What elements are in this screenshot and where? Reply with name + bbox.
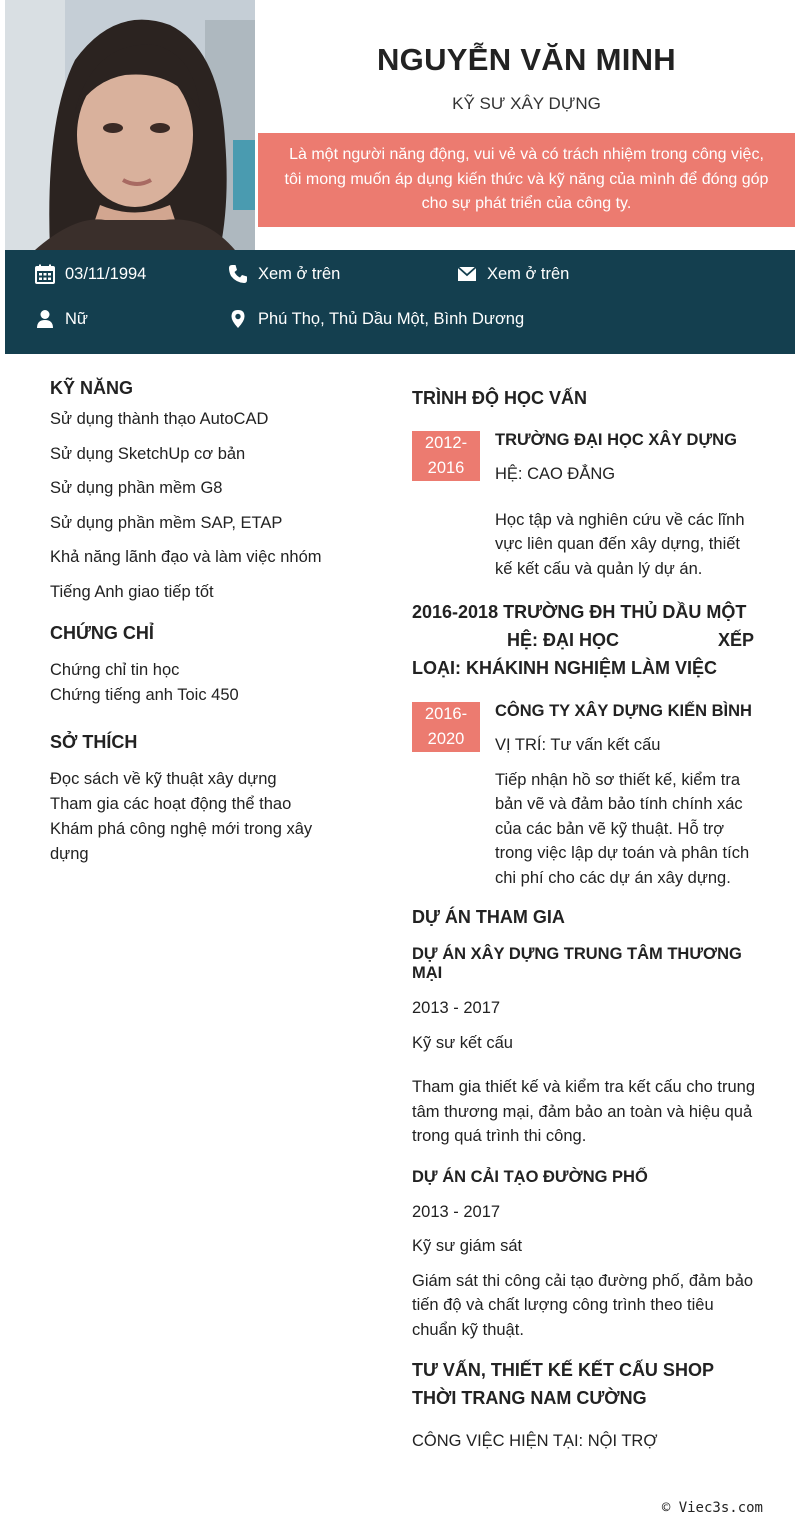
hobby-item: Đọc sách về kỹ thuật xây dựng [50, 769, 277, 788]
email-value: Xem ở trên [487, 264, 570, 283]
watermark: © Viec3s.com [661, 1500, 763, 1516]
project-name: DỰ ÁN XÂY DỰNG TRUNG TÂM THƯƠNG MẠI [412, 945, 742, 982]
year-end: 2020 [427, 730, 465, 748]
calendar-icon [35, 264, 55, 284]
project-role: Kỹ sư giám sát [412, 1237, 523, 1255]
skill-item: Sử dụng thành thạo AutoCAD [50, 410, 269, 428]
education-year-badge [412, 431, 480, 481]
project-description: Tham gia thiết kế và kiểm tra kết cấu cho trung tâm thương mại, đảm bảo an toàn và hiệu quả trong quá trình thi công. [412, 1078, 755, 1145]
skills-heading: KỸ NĂNG [50, 378, 134, 398]
certificate-item: Chứng tiếng anh Toic 450 [50, 685, 239, 704]
project-description: Giám sát thi công cải tạo đường phố, đảm bảo tiến độ và chất lượng công trình theo tiêu chuẩn kỹ thuật. [412, 1271, 754, 1339]
summary-box: Là một người năng động, vui vẻ và có trách nhiệm trong công việc, tôi mong muốn áp dụng kiến thức và kỹ năng của mình để đóng góp cho sự phát triển của công ty. [258, 133, 795, 227]
profile-photo [5, 0, 255, 250]
phone-icon [228, 264, 248, 284]
experience-year-badge [412, 702, 480, 752]
contact-phone [228, 264, 340, 284]
hobby-item: Tham gia các hoạt động thể thao [50, 794, 292, 813]
company-name: CÔNG TY XÂY DỰNG KIẾN BÌNH [495, 702, 752, 720]
school-name: TRƯỜNG ĐẠI HỌC XÂY DỰNG [495, 431, 737, 449]
year-start: 2016- [424, 705, 468, 723]
current-job: CÔNG VIỆC HIỆN TẠI: NỘI TRỢ [412, 1432, 658, 1450]
certificates-list [50, 658, 327, 708]
year-end: 2016 [427, 459, 465, 477]
projects-heading: DỰ ÁN THAM GIA [412, 907, 565, 927]
gender-value: Nữ [65, 309, 88, 328]
hobbies-list [50, 767, 327, 867]
skill-item: Sử dụng phần mềm G8 [50, 479, 223, 497]
skill-item: Tiếng Anh giao tiếp tốt [50, 582, 214, 601]
address-value: Phú Thọ, Thủ Dầu Một, Bình Dương [258, 309, 525, 328]
education-entry [412, 431, 757, 581]
education-entry-2 [412, 598, 757, 682]
skill-item: Sử dụng SketchUp cơ bản [50, 444, 246, 463]
year-start: 2012- [424, 434, 468, 452]
skill-item: Sử dụng phần mềm SAP, ETAP [50, 513, 283, 532]
certificate-item: Chứng chỉ tin học [50, 660, 180, 679]
candidate-name: NGUYỄN VĂN MINH [376, 42, 676, 77]
education-entry-2-rank-label: XẾP [718, 630, 755, 650]
hobbies-heading: SỞ THÍCH [50, 731, 138, 752]
experience-description: Tiếp nhận hồ sơ thiết kế, kiểm tra bản vẽ và đảm bảo tính chính xác của các bản vẽ kỹ thuật. Hỗ trợ trong việc lập dự toán và phân tích chi phí cho các dự án xây dựng. [495, 770, 750, 887]
birthday-value: 03/11/1994 [65, 264, 147, 283]
education-entry-2-level: HỆ: ĐẠI HỌC [507, 630, 619, 650]
contact-email [457, 264, 569, 284]
education-entry-2-line3: LOẠI: KHÁKINH NGHIỆM LÀM VIỆC [412, 658, 717, 678]
project-period: 2013 - 2017 [412, 999, 501, 1017]
education-level: HỆ: CAO ĐẲNG [495, 465, 616, 483]
contact-birthday [35, 264, 146, 284]
right-column [412, 388, 757, 1454]
person-icon [35, 309, 55, 329]
job-title: KỸ SƯ XÂY DỰNG [452, 94, 601, 113]
contact-gender [35, 309, 88, 329]
project-name: DỰ ÁN CẢI TẠO ĐƯỜNG PHỐ [412, 1167, 648, 1186]
experience-entry [412, 702, 757, 890]
project-item [412, 945, 757, 1149]
education-entry-2-line1: 2016-2018 TRƯỜNG ĐH THỦ DẦU MỘT [412, 602, 747, 622]
position: VỊ TRÍ: Tư vấn kết cấu [495, 736, 661, 754]
location-pin-icon [228, 309, 248, 329]
contact-bar [5, 250, 795, 354]
certificates-heading: CHỨNG CHỈ [50, 622, 154, 643]
hobby-item: Khám phá công nghệ mới trong xây dựng [50, 819, 313, 863]
extra-project-heading: TƯ VẤN, THIẾT KẾ KẾT CẤU SHOP THỜI TRANG NAM CƯỜNG [412, 1360, 714, 1408]
education-heading: TRÌNH ĐỘ HỌC VẤN [412, 388, 587, 408]
education-description: Học tập và nghiên cứu về các lĩnh vực liên quan đến xây dựng, thiết kế kết cấu và quản lý dự án. [495, 510, 745, 578]
project-period: 2013 - 2017 [412, 1202, 501, 1221]
left-column [50, 378, 327, 867]
project-item [412, 1168, 757, 1343]
contact-address [228, 309, 524, 329]
phone-value: Xem ở trên [258, 264, 341, 283]
skills-list [50, 407, 327, 605]
project-role: Kỹ sư kết cấu [412, 1033, 513, 1052]
skill-item: Khả năng lãnh đạo và làm việc nhóm [50, 548, 322, 566]
mail-icon [457, 264, 477, 284]
